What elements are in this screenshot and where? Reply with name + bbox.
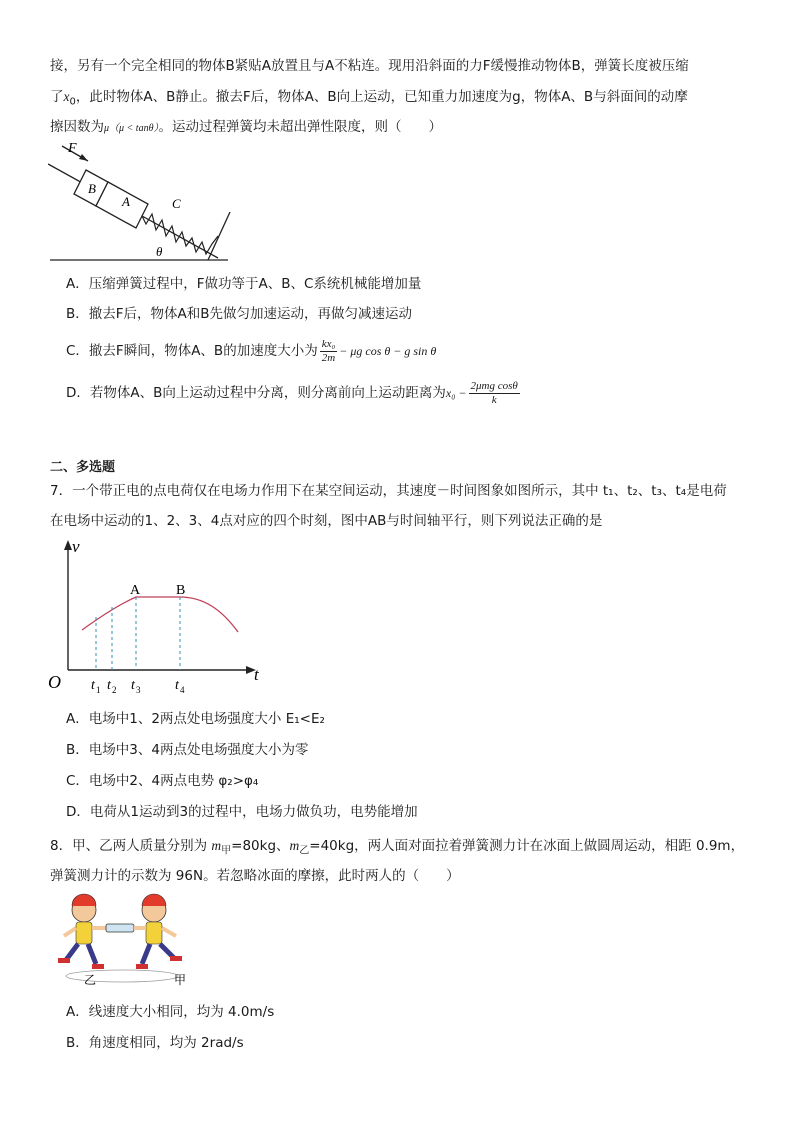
tick-t4: t bbox=[175, 678, 179, 693]
spring-C bbox=[142, 214, 218, 254]
q8-option-a[interactable]: A．线速度大小相同，均为 4.0m/s bbox=[66, 1004, 275, 1020]
incline-figure bbox=[48, 140, 248, 265]
skater-yi bbox=[58, 894, 106, 969]
q6-option-b[interactable]: B．撤去F后，物体A和B先做匀加速运动，再做匀减速运动 bbox=[66, 306, 413, 322]
tick-t4-sub: 4 bbox=[180, 685, 185, 695]
q8-line1: 8．甲、乙两人质量分别为 $m_甲=80kg$、$m_乙=40kg$，两人面对面拉着弹簧测力计在冰面上做圆周运动，相距 0.9m， bbox=[50, 838, 745, 857]
tick-t3: t bbox=[131, 678, 135, 693]
label-yi: 乙 bbox=[84, 973, 97, 987]
q7-option-a[interactable]: A．电场中1、2两点处电场强度大小 E₁<E₂ bbox=[66, 711, 325, 727]
label-jia: 甲 bbox=[174, 973, 187, 987]
spring-balance bbox=[106, 924, 134, 932]
q7-line1: 7．一个带正电的点电荷仅在电场力作用下在某空间运动，其速度－时间图象如图所示，其中 t₁、t₂、t₃、t₄是电荷 bbox=[50, 483, 727, 499]
velocity-curve bbox=[82, 597, 238, 632]
label-B: B bbox=[88, 181, 96, 196]
q7-line2: 在电场中运动的1、2、3、4点对应的四个时刻，图中AB与时间轴平行，则下列说法正确的是 bbox=[50, 513, 603, 529]
q6-option-c[interactable]: C．撤去F瞬间，物体A、B的加速度大小为 $\frac{\text{kx₀}}{2m}$ − μg cos θ − g sin θ bbox=[66, 337, 437, 364]
label-F: F bbox=[68, 141, 77, 156]
q8-option-b[interactable]: B．角速度相同，均为 2rad/s bbox=[66, 1035, 244, 1051]
origin-O: O bbox=[48, 672, 61, 692]
tick-t1: t bbox=[91, 678, 95, 693]
label-A: A bbox=[122, 194, 130, 209]
q6-option-a[interactable]: A．压缩弹簧过程中，F做功等于A、B、C系统机械能增加量 bbox=[66, 276, 422, 292]
tick-t2: t bbox=[107, 678, 111, 693]
section-heading: 二、多选题 bbox=[50, 460, 116, 475]
label-theta: θ bbox=[156, 244, 163, 259]
q7-option-c[interactable]: C．电场中2、4两点电势 φ₂>φ₄ bbox=[66, 773, 259, 789]
label-C: C bbox=[172, 196, 181, 211]
axis-t: t bbox=[254, 665, 259, 684]
q8-line2: 弹簧测力计的示数为 96N。若忽略冰面的摩擦，此时两人的（ ） bbox=[50, 868, 460, 884]
skater-jia bbox=[134, 894, 182, 969]
axis-v: v bbox=[72, 537, 80, 556]
q6-line2: 了$x_0$，此时物体A、B静止。撤去F后，物体A、B向上运动，已知重力加速度为g，物体A、B与斜面间的动摩 bbox=[50, 89, 688, 108]
tick-t3-sub: 3 bbox=[136, 685, 141, 695]
point-A: A bbox=[130, 583, 141, 598]
fraction-2umgcos-k: $\frac{\text{2μmg cosθ}}{k}$ bbox=[470, 379, 518, 406]
tick-t2-sub: 2 bbox=[112, 685, 117, 695]
vt-graph bbox=[44, 534, 274, 698]
q7-option-d[interactable]: D．电荷从1运动到3的过程中，电场力做负功，电势能增加 bbox=[66, 804, 418, 820]
tick-t1-sub: 1 bbox=[96, 685, 101, 695]
fraction-kx0-2m: $\frac{\text{kx₀}}{2m}$ bbox=[321, 337, 336, 364]
point-B: B bbox=[176, 583, 186, 598]
q7-option-b[interactable]: B．电场中3、4两点处电场强度大小为零 bbox=[66, 742, 309, 758]
q6-option-d[interactable]: D．若物体A、B向上运动过程中分离，则分离前向上运动距离为x₀ − $\frac{\text{2μmg cosθ}}{k}$ bbox=[66, 379, 518, 406]
q6-line3: 擦因数为μ（μ < tanθ）。运动过程弹簧均未超出弹性限度，则（ ） bbox=[50, 119, 442, 135]
q6-line1: 接，另有一个完全相同的物体B紧贴A放置且与A不粘连。现用沿斜面的力F缓慢推动物体B，弹簧长度被压缩 bbox=[50, 58, 689, 74]
skaters-illustration bbox=[44, 892, 194, 988]
